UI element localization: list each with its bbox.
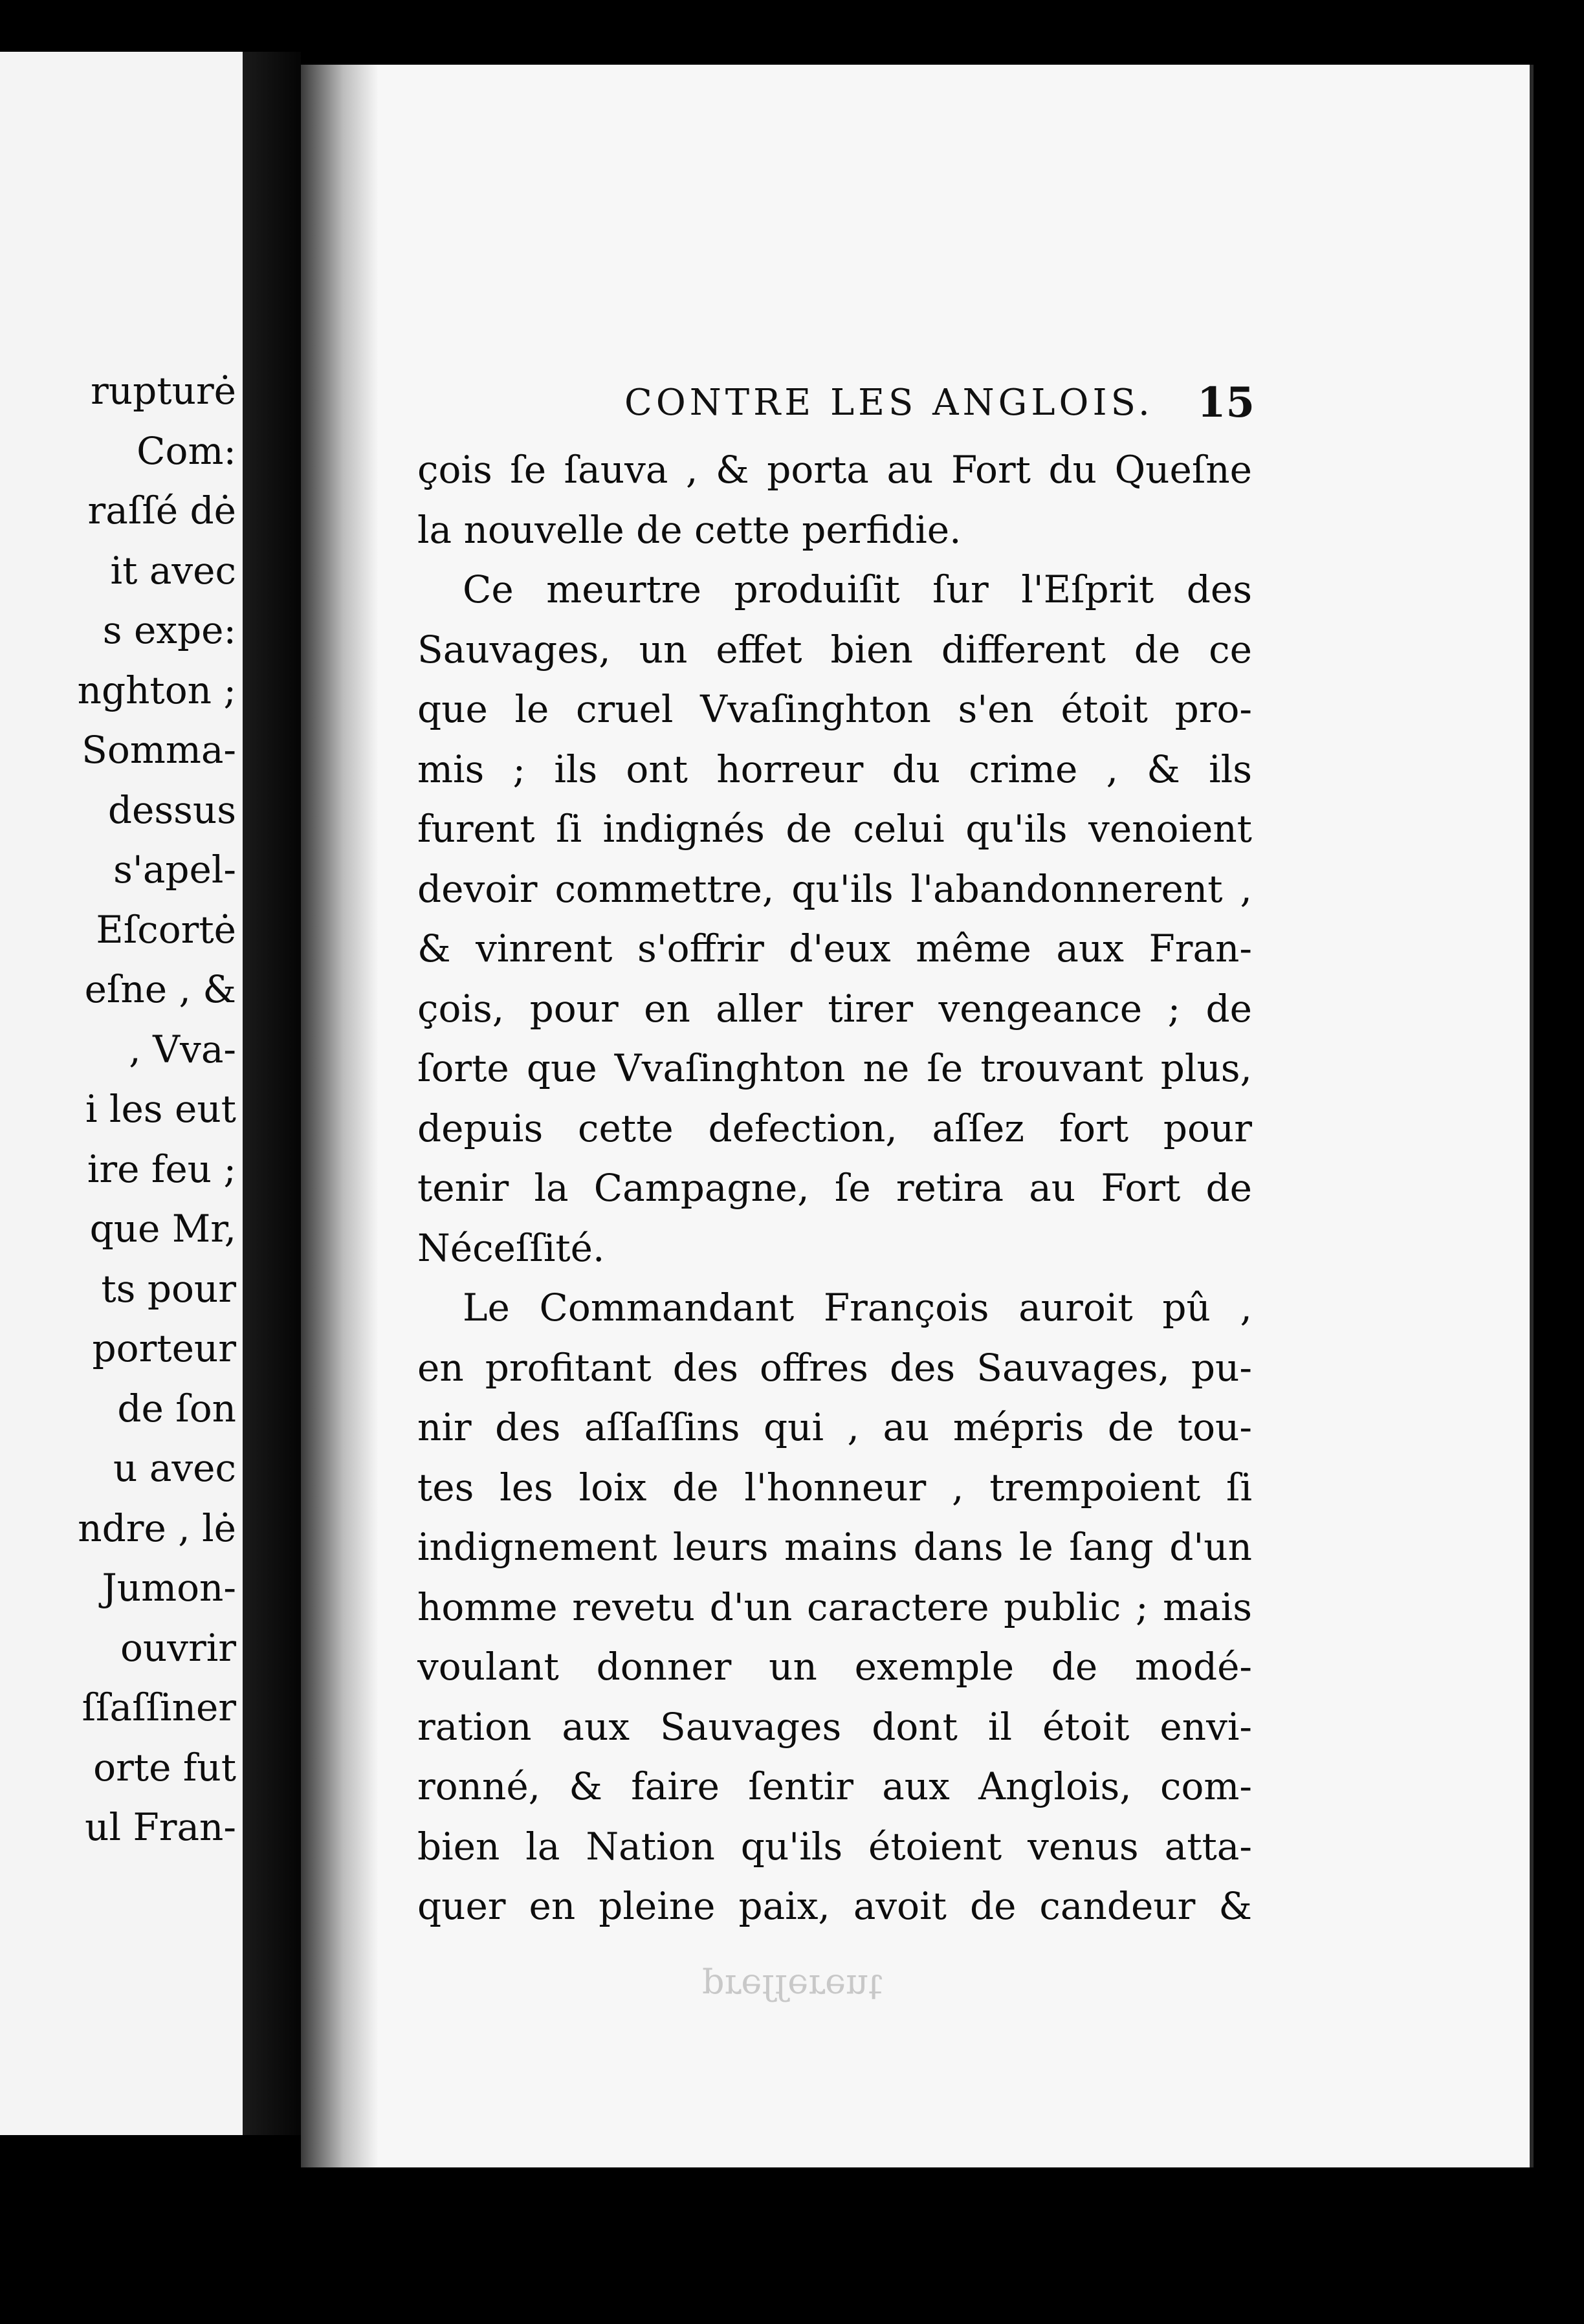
text-line: Sauvages, un effet bien different de ce	[417, 627, 1252, 672]
left-text-line: , Vva-	[129, 1027, 236, 1071]
text-line: tenir la Campagne, ſe retira au Fort de	[417, 1166, 1252, 1210]
text-line: homme revetu d'un caractere public ; mais	[417, 1584, 1252, 1629]
running-head-title: CONTRE LES ANGLOIS.	[624, 382, 1154, 424]
left-text-line: s expe:	[102, 608, 236, 652]
text-line: furent ſi indignés de celui qu'ils venoient	[417, 807, 1252, 851]
text-line: tes les loix de l'honneur , trempoient ſi	[417, 1465, 1252, 1509]
text-line: depuis cette defection, aſſez fort pour	[417, 1106, 1252, 1150]
left-text-line: Com:	[137, 428, 236, 473]
left-text-line: ndre , lė	[78, 1506, 236, 1550]
left-text-line: s'apel-	[113, 848, 236, 892]
text-line: ſorte que Vvaſinghton ne ſe trouvant plus,	[417, 1046, 1252, 1090]
left-text-line: ſſaſſiner	[82, 1685, 236, 1729]
text-line: nir des aſſaſſins qui , au mépris de tou-	[417, 1405, 1252, 1449]
text-line: quer en pleine paix, avoit de candeur &	[417, 1884, 1252, 1928]
left-text-line: Eſcortė	[96, 907, 236, 952]
text-line: bien la Nation qu'ils étoient venus atta-	[417, 1824, 1252, 1869]
left-facing-page	[0, 52, 243, 2135]
text-line: que le cruel Vvaſinghton s'en étoit pro-	[417, 687, 1252, 731]
text-line: la nouvelle de cette perfidie.	[417, 507, 962, 552]
text-line: & vinrent s'offrir d'eux même aux Fran-	[417, 926, 1252, 970]
left-text-line: u avec	[113, 1446, 236, 1490]
left-text-line: Jumon-	[102, 1566, 236, 1610]
left-text-line: raſſé dė	[87, 488, 236, 532]
left-text-line: ul Fran-	[85, 1805, 236, 1849]
text-line: Le Commandant François auroit pû ,	[463, 1286, 1252, 1330]
body-text	[417, 440, 1252, 1936]
page-number: 15	[1197, 378, 1255, 427]
left-text-line: de ſon	[117, 1386, 236, 1431]
left-text-line: dessus	[107, 787, 236, 832]
text-line: en profitant des offres des Sauvages, pu-	[417, 1345, 1252, 1390]
left-text-line: it avec	[110, 548, 236, 593]
left-text-line: ire feu ;	[87, 1146, 236, 1191]
text-line: çois ſe ſauva , & porta au Fort du Queſne	[417, 448, 1252, 492]
text-line: çois, pour en aller tirer vengeance ; de	[417, 986, 1252, 1031]
binding-shadow	[243, 52, 301, 2135]
left-text-line: i les eut	[85, 1087, 236, 1131]
text-line: Néceſſité.	[417, 1225, 605, 1270]
text-line: mis ; ils ont horreur du crime , & ils	[417, 747, 1252, 791]
bleed-through-text: preſſerent	[702, 1967, 883, 2008]
left-text-line: Somma-	[82, 728, 236, 772]
left-page-text	[0, 361, 236, 1858]
left-text-line: nghton ;	[77, 668, 236, 712]
right-page	[301, 65, 1534, 2167]
running-head	[301, 374, 1534, 432]
left-text-line: ouvrir	[120, 1625, 236, 1670]
left-text-line: ts pour	[101, 1266, 236, 1311]
left-text-line: eſne , &	[84, 967, 236, 1011]
text-line: voulant donner un exemple de modé-	[417, 1645, 1252, 1689]
left-text-line: orte fut	[93, 1745, 236, 1790]
text-line: Ce meurtre produiſit ſur l'Eſprit des	[463, 567, 1252, 611]
text-line: indignement leurs mains dans le ſang d'un	[417, 1525, 1252, 1569]
text-line: ronné, & faire ſentir aux Anglois, com-	[417, 1764, 1252, 1808]
left-text-line: porteur	[92, 1326, 236, 1370]
text-line: ration aux Sauvages dont il étoit envi-	[417, 1704, 1252, 1749]
text-line: devoir commettre, qu'ils l'abandonnerent ,	[417, 866, 1252, 911]
left-text-line: que Mr,	[89, 1207, 236, 1251]
left-text-line: rupturė	[91, 369, 236, 413]
